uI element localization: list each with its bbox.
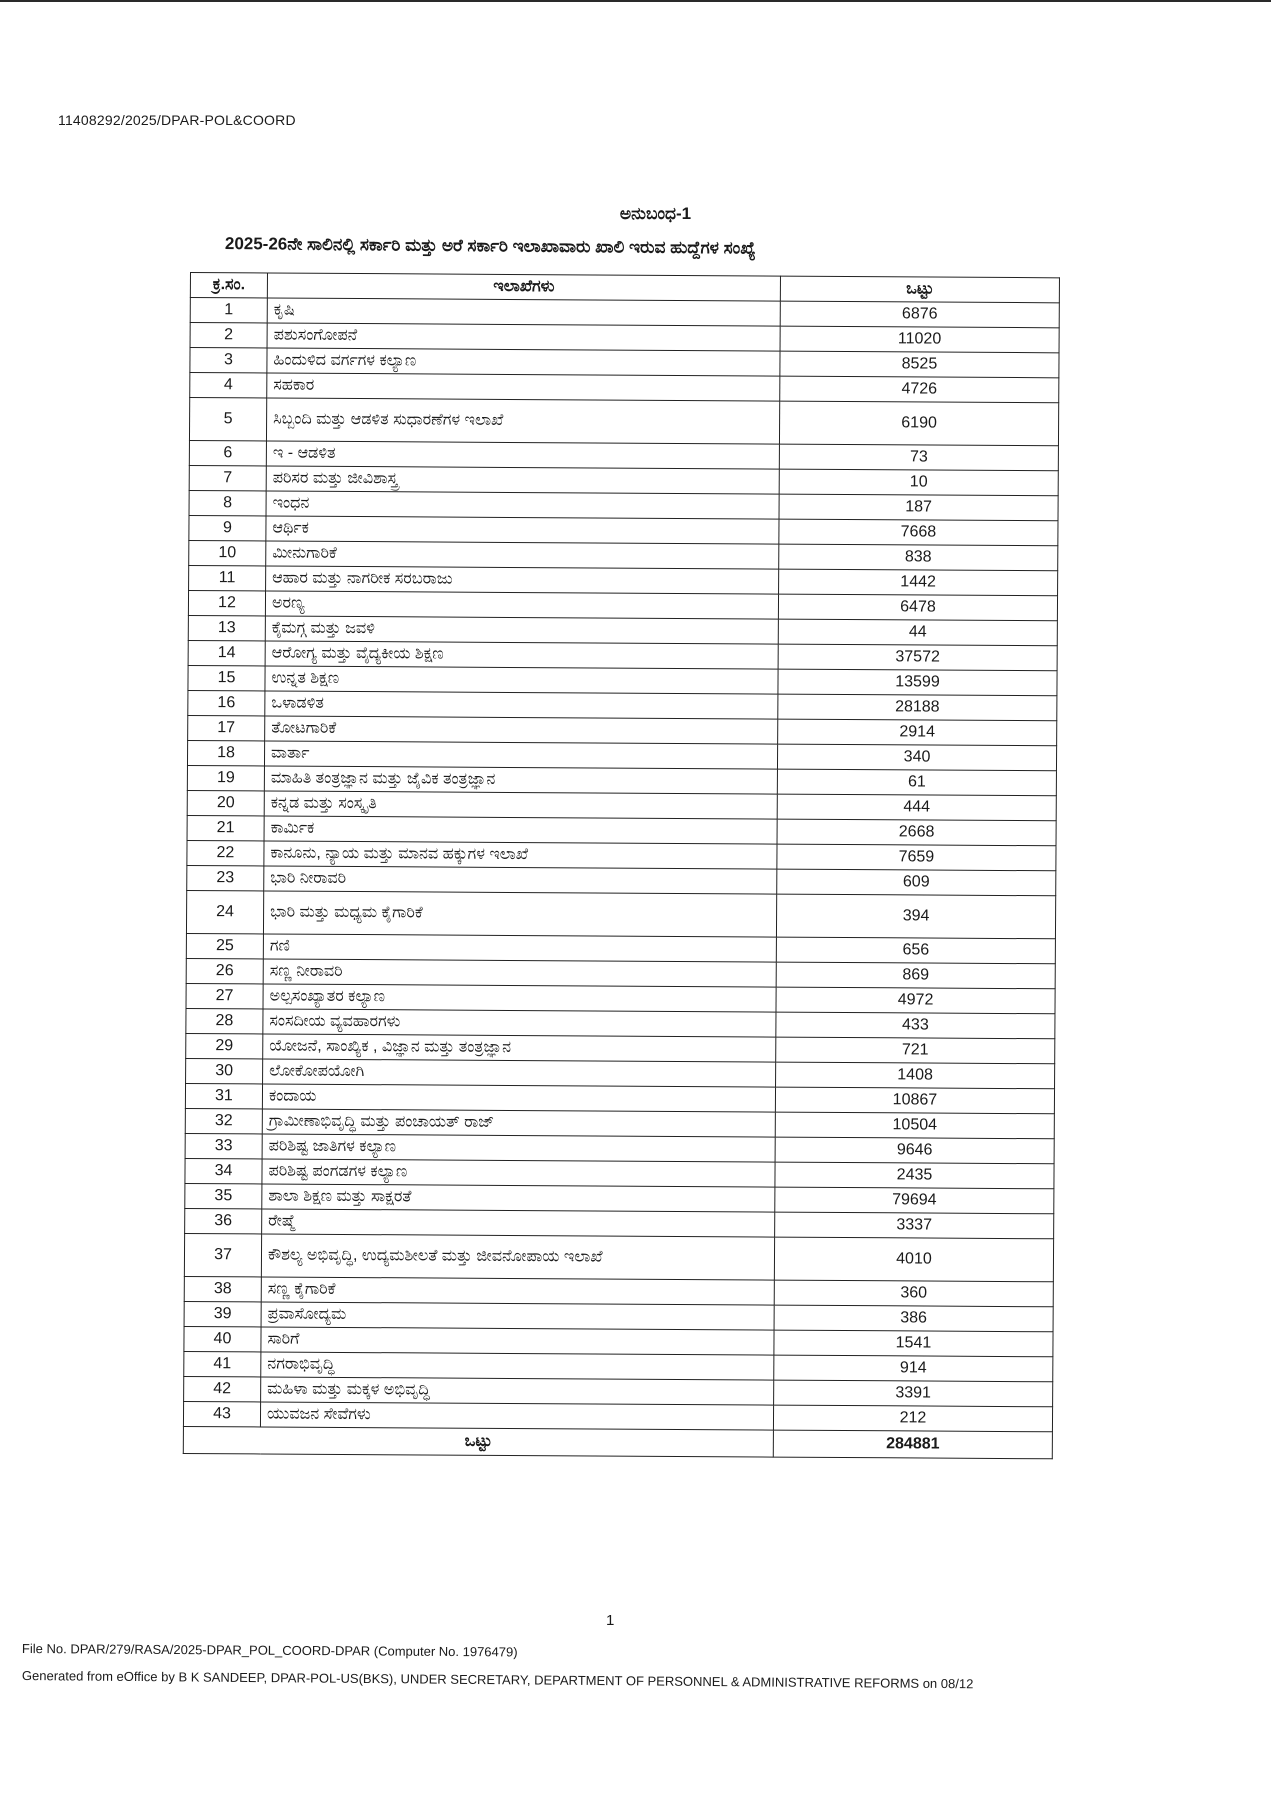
vacancy-count-cell: 4972 [776,987,1055,1014]
serial-number-cell: 33 [185,1133,262,1158]
serial-number-cell: 21 [187,815,264,840]
serial-number-cell: 36 [185,1208,262,1233]
vacancy-count-cell: 1541 [774,1330,1053,1357]
vacancy-count-cell: 13599 [778,669,1057,696]
vacancy-count-cell: 6478 [778,594,1057,621]
vacancy-count-cell: 444 [777,794,1056,821]
vacancy-count-cell: 9646 [775,1137,1054,1164]
department-name-cell: ಭಾರಿ ನೀರಾವರಿ [264,866,777,894]
vacancy-count-cell: 3391 [774,1380,1053,1407]
file-number: File No. DPAR/279/RASA/2025-DPAR_POL_COORD-DPAR (Computer No. 1976479) [21,1641,518,1660]
document-title: 2025-26ನೇ ಸಾಲಿನಲ್ಲಿ ಸರ್ಕಾರಿ ಮತ್ತು ಅರೆ ಸರ್ಕಾರಿ ಇಲಾಖಾವಾರು ಖಾಲಿ ಇರುವ ಹುದ್ದೆಗಳ ಸಂಖ್ಯೆ [224,234,756,258]
vacancy-count-cell: 1408 [776,1062,1055,1089]
department-name-cell: ಗ್ರಾಮೀಣಾಭಿವೃದ್ಧಿ ಮತ್ತು ಪಂಚಾಯತ್ ರಾಜ್ [262,1109,775,1137]
department-name-cell: ಕಂದಾಯ [262,1084,775,1112]
department-name-cell: ಯುವಜನ ಸೇವೆಗಳು [260,1402,773,1430]
vacancy-count-cell: 44 [778,619,1057,646]
department-name-cell: ಸಂಸದೀಯ ವ್ಯವಹಾರಗಳು [263,1009,776,1037]
vacancy-count-cell: 10504 [775,1112,1054,1139]
vacancy-count-cell: 61 [777,769,1056,796]
table-row [184,1233,1053,1281]
vacancy-count-cell: 360 [774,1280,1053,1307]
department-name-cell: ಮಾಹಿತಿ ತಂತ್ರಜ್ಞಾನ ಮತ್ತು ಜೈವಿಕ ತಂತ್ರಜ್ಞಾನ [264,766,777,794]
vacancy-table-container [183,272,1060,1459]
serial-number-cell: 6 [189,440,266,465]
department-name-cell: ಮಹಿಳಾ ಮತ್ತು ಮಕ್ಕಳ ಅಭಿವೃದ್ಧಿ [261,1377,774,1405]
serial-number-cell: 17 [188,715,265,740]
serial-number-cell: 9 [189,515,266,540]
serial-number-cell: 34 [185,1158,262,1183]
department-name-cell: ಪ್ರವಾಸೋದ್ಯಮ [261,1302,774,1330]
generated-by-line: Generated from eOffice by B K SANDEEP, DPAR-POL-US(BKS), UNDER SECRETARY, DEPARTMENT OF PERSONNEL & ADMINISTRATIVE REFORMS on 08/12 [21,1668,974,1692]
vacancy-count-cell: 609 [777,869,1056,896]
department-name-cell: ಆಹಾರ ಮತ್ತು ನಾಗರೀಕ ಸರಬರಾಜು [266,566,779,594]
serial-number-cell: 19 [187,765,264,790]
vacancy-count-cell: 37572 [778,644,1057,671]
vacancy-count-cell: 6876 [780,301,1059,328]
department-name-cell: ಸಹಕಾರ [267,373,780,401]
department-name-cell: ಭಾರಿ ಮತ್ತು ಮಧ್ಯಮ ಕೈಗಾರಿಕೆ [263,891,776,937]
department-name-cell: ಮೀನುಗಾರಿಕೆ [266,541,779,569]
serial-number-cell: 31 [185,1083,262,1108]
column-header-serial: ಕ್ರ.ಸಂ. [190,273,267,298]
serial-number-cell: 4 [190,373,267,398]
department-name-cell: ತೋಟಗಾರಿಕೆ [265,716,778,744]
serial-number-cell: 40 [184,1326,261,1351]
annex-heading: ಅನುಬಂಧ-1 [619,204,692,223]
department-name-cell: ಒಳಾಡಳಿತ [265,691,778,719]
department-name-cell: ಸಾರಿಗೆ [261,1327,774,1355]
serial-number-cell: 7 [189,465,266,490]
serial-number-cell: 1 [190,298,267,323]
serial-number-cell: 18 [187,740,264,765]
department-name-cell: ಕೈಮಗ್ಗ ಮತ್ತು ಜವಳಿ [265,616,778,644]
department-name-cell: ಆರ್ಥಿಕ [266,516,779,544]
vacancy-count-cell: 721 [776,1037,1055,1064]
serial-number-cell: 11 [189,565,266,590]
department-name-cell: ಗಣಿ [263,934,776,962]
department-name-cell: ಲೋಕೋಪಯೋಗಿ [263,1059,776,1087]
vacancy-count-cell: 1442 [779,569,1058,596]
vacancy-count-cell: 187 [779,494,1058,521]
serial-number-cell: 23 [187,865,264,890]
total-label: ಒಟ್ಟು [183,1426,773,1457]
department-name-cell: ಪರಿಶಿಷ್ಟ ಜಾತಿಗಳ ಕಲ್ಯಾಣ [262,1134,775,1162]
document-reference-number: 11408292/2025/DPAR-POL&COORD [58,112,296,128]
department-name-cell: ಪರಿಸರ ಮತ್ತು ಜೀವಿಶಾಸ್ತ್ರ [266,466,779,494]
department-name-cell: ಪಶುಸಂಗೋಪನೆ [267,323,780,351]
vacancy-count-cell: 394 [776,894,1055,939]
serial-number-cell: 15 [188,665,265,690]
total-value: 284881 [773,1430,1052,1459]
department-name-cell: ಶಾಲಾ ಶಿಕ್ಷಣ ಮತ್ತು ಸಾಕ್ಷರತೆ [262,1184,775,1212]
vacancy-count-cell: 433 [776,1012,1055,1039]
serial-number-cell: 26 [186,958,263,983]
serial-number-cell: 22 [187,840,264,865]
department-name-cell: ಕೌಶಲ್ಯ ಅಭಿವೃದ್ಧಿ, ಉದ್ಯಮಶೀಲತೆ ಮತ್ತು ಜೀವನೋಪಾಯ ಇಲಾಖೆ [261,1234,774,1280]
department-name-cell: ವಾರ್ತಾ [264,741,777,769]
department-name-cell: ಸಿಬ್ಬಂದಿ ಮತ್ತು ಆಡಳಿತ ಸುಧಾರಣೆಗಳ ಇಲಾಖೆ [266,398,779,444]
vacancy-count-cell: 11020 [780,326,1059,353]
department-name-cell: ಇ - ಆಡಳಿತ [266,441,779,469]
table-total-row [183,1426,1052,1458]
department-name-cell: ರೇಷ್ಮೆ [262,1209,775,1237]
department-name-cell: ಉನ್ನತ ಶಿಕ್ಷಣ [265,666,778,694]
vacancy-count-cell: 79694 [775,1187,1054,1214]
department-name-cell: ಇಂಧನ [266,491,779,519]
serial-number-cell: 14 [188,640,265,665]
vacancy-count-cell: 4010 [774,1237,1053,1282]
department-name-cell: ಕೃಷಿ [267,298,780,326]
serial-number-cell: 8 [189,490,266,515]
vacancy-count-cell: 2914 [778,719,1057,746]
serial-number-cell: 29 [186,1033,263,1058]
serial-number-cell: 25 [186,933,263,958]
serial-number-cell: 37 [184,1233,261,1276]
serial-number-cell: 43 [183,1401,260,1426]
vacancy-count-cell: 869 [776,962,1055,989]
vacancy-count-cell: 7668 [779,519,1058,546]
department-name-cell: ಆರೋಗ್ಯ ಮತ್ತು ವೈದ್ಯಕೀಯ ಶಿಕ್ಷಣ [265,641,778,669]
serial-number-cell: 2 [190,323,267,348]
serial-number-cell: 41 [184,1351,261,1376]
vacancy-count-cell: 386 [774,1305,1053,1332]
vacancy-count-cell: 2435 [775,1162,1054,1189]
serial-number-cell: 30 [186,1058,263,1083]
department-name-cell: ಅಲ್ಪಸಂಖ್ಯಾತರ ಕಲ್ಯಾಣ [263,984,776,1012]
serial-number-cell: 20 [187,790,264,815]
department-name-cell: ಸಣ್ಣ ನೀರಾವರಿ [263,959,776,987]
serial-number-cell: 42 [184,1376,261,1401]
department-name-cell: ಅರಣ್ಯ [265,591,778,619]
vacancy-count-cell: 28188 [778,694,1057,721]
table-body [183,298,1059,1432]
column-header-department: ಇಲಾಖೆಗಳು [267,273,780,301]
table-row [189,398,1058,446]
serial-number-cell: 28 [186,1008,263,1033]
serial-number-cell: 38 [184,1276,261,1301]
vacancy-count-cell: 10867 [775,1087,1054,1114]
vacancy-count-cell: 2668 [777,819,1056,846]
serial-number-cell: 16 [188,690,265,715]
department-name-cell: ಪರಿಶಿಷ್ಟ ಪಂಗಡಗಳ ಕಲ್ಯಾಣ [262,1159,775,1187]
serial-number-cell: 27 [186,983,263,1008]
vacancy-count-cell: 212 [773,1405,1052,1432]
department-name-cell: ಕನ್ನಡ ಮತ್ತು ಸಂಸ್ಕೃತಿ [264,791,777,819]
table-row [186,890,1055,938]
serial-number-cell: 32 [185,1108,262,1133]
vacancy-count-cell: 4726 [780,376,1059,403]
serial-number-cell: 35 [185,1183,262,1208]
vacancy-count-cell: 3337 [775,1212,1054,1239]
department-name-cell: ಸಣ್ಣ ಕೈಗಾರಿಕೆ [261,1277,774,1305]
vacancy-table [183,272,1060,1459]
department-name-cell: ಹಿಂದುಳಿದ ವರ್ಗಗಳ ಕಲ್ಯಾಣ [267,348,780,376]
vacancy-count-cell: 6190 [779,401,1058,446]
serial-number-cell: 39 [184,1301,261,1326]
vacancy-count-cell: 7659 [777,844,1056,871]
department-name-cell: ನಗರಾಭಿವೃದ್ಧಿ [261,1352,774,1380]
serial-number-cell: 10 [189,540,266,565]
page-number: 1 [606,1612,615,1629]
vacancy-count-cell: 656 [776,937,1055,964]
vacancy-count-cell: 73 [779,444,1058,471]
vacancy-count-cell: 10 [779,469,1058,496]
vacancy-count-cell: 914 [774,1355,1053,1382]
vacancy-count-cell: 340 [777,744,1056,771]
vacancy-count-cell: 838 [779,544,1058,571]
serial-number-cell: 3 [190,348,267,373]
column-header-total: ಒಟ್ಟು [780,276,1059,303]
department-name-cell: ಕಾನೂನು, ನ್ಯಾಯ ಮತ್ತು ಮಾನವ ಹಕ್ಕುಗಳ ಇಲಾಖೆ [264,841,777,869]
department-name-cell: ಯೋಜನೆ, ಸಾಂಖ್ಯಿಕ , ವಿಜ್ಞಾನ ಮತ್ತು ತಂತ್ರಜ್ಞಾನ [263,1034,776,1062]
serial-number-cell: 24 [186,890,263,933]
department-name-cell: ಕಾರ್ಮಿಕ [264,816,777,844]
page-top-border [0,0,1271,2]
serial-number-cell: 5 [189,398,266,441]
serial-number-cell: 12 [188,590,265,615]
vacancy-count-cell: 8525 [780,351,1059,378]
serial-number-cell: 13 [188,615,265,640]
